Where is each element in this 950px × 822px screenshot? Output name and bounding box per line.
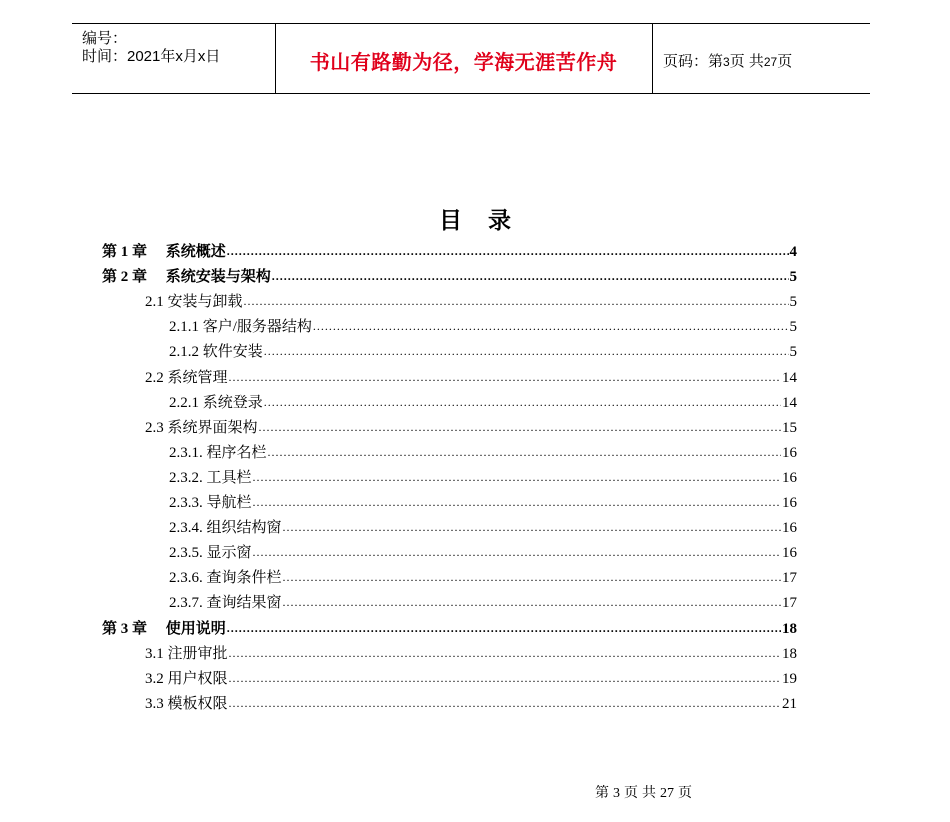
toc-leader-dots bbox=[283, 521, 781, 533]
toc-entry[interactable] bbox=[145, 692, 797, 717]
toc-leader-dots bbox=[227, 245, 789, 257]
toc-entry[interactable] bbox=[102, 617, 797, 642]
toc-entry[interactable] bbox=[169, 315, 797, 340]
toc-entry-page: 16 bbox=[782, 469, 797, 486]
toc-entry[interactable] bbox=[102, 265, 797, 290]
header-motto-cell bbox=[275, 24, 653, 93]
toc-entry[interactable] bbox=[102, 240, 797, 265]
toc-entry-page: 17 bbox=[782, 595, 797, 612]
toc-entry-label: 3.3 模板权限 bbox=[145, 695, 228, 712]
toc-leader-dots bbox=[227, 622, 781, 634]
toc-entry-page: 16 bbox=[782, 520, 797, 537]
toc-entry[interactable] bbox=[169, 466, 797, 491]
toc-entry-label: 3.1 注册审批 bbox=[145, 645, 228, 662]
toc-entry-label: 2.3.4. 组织结构窗 bbox=[169, 520, 282, 537]
page-header bbox=[72, 23, 870, 94]
toc-leader-dots bbox=[259, 421, 781, 433]
toc-entry-label: 2.2.1 系统登录 bbox=[169, 394, 263, 411]
document-number-label: 编号： bbox=[82, 30, 128, 47]
toc-entry[interactable] bbox=[169, 541, 797, 566]
header-page-cell bbox=[653, 24, 870, 93]
toc-entry-label: 2.3.6. 查询条件栏 bbox=[169, 570, 282, 587]
toc-entry-label: 2.3.3. 导航栏 bbox=[169, 495, 252, 511]
page-prefix: 页码：第 bbox=[663, 53, 724, 70]
toc-entry[interactable] bbox=[169, 391, 797, 416]
toc-entry-page: 16 bbox=[782, 545, 797, 562]
header-meta-cell bbox=[72, 24, 276, 93]
document-time-label: 时间：2021年x月x日 bbox=[82, 48, 221, 65]
toc-entry-page: 5 bbox=[789, 344, 797, 361]
toc-leader-dots bbox=[253, 471, 781, 483]
toc-entry-page: 14 bbox=[782, 369, 797, 386]
footer-word-4: 页 bbox=[678, 786, 692, 801]
toc-entry[interactable] bbox=[145, 290, 797, 315]
toc-entry[interactable] bbox=[169, 566, 797, 591]
page-footer bbox=[595, 782, 696, 802]
toc-entry-label: 2.1 安装与卸载 bbox=[145, 294, 243, 311]
toc-leader-dots bbox=[229, 371, 781, 383]
toc-leader-dots bbox=[229, 647, 781, 659]
toc-entry[interactable] bbox=[145, 416, 797, 441]
toc-entry[interactable] bbox=[169, 441, 797, 466]
toc-leader-dots bbox=[313, 320, 789, 332]
toc-leader-dots bbox=[268, 446, 781, 458]
toc-entry-label: 2.2 系统管理 bbox=[145, 369, 228, 386]
toc-entry-page: 21 bbox=[782, 695, 797, 712]
toc-entry[interactable] bbox=[169, 516, 797, 541]
footer-word-1: 第 bbox=[595, 786, 609, 801]
toc-leader-dots bbox=[283, 571, 781, 583]
toc-entry-label: 2.1.2 软件安装 bbox=[169, 344, 263, 361]
toc-entry-label: 2.3.5. 显示窗 bbox=[169, 545, 252, 562]
toc-title bbox=[0, 202, 950, 235]
toc-entry-page: 18 bbox=[782, 645, 797, 662]
toc-entry[interactable] bbox=[169, 491, 797, 516]
toc-leader-dots bbox=[264, 345, 789, 357]
toc-leader-dots bbox=[253, 546, 781, 558]
footer-total-pages: 27 bbox=[660, 786, 674, 801]
toc-leader-dots bbox=[283, 596, 781, 608]
toc-entry-page: 5 bbox=[789, 294, 797, 311]
header-motto: 书山有路勤为径，学海无涯苦作舟 bbox=[309, 50, 618, 74]
toc-leader-dots bbox=[253, 496, 781, 508]
footer-current-page: 3 bbox=[613, 786, 620, 801]
page-current: 3 bbox=[723, 55, 730, 69]
toc-entry-page: 17 bbox=[782, 570, 797, 587]
toc-entry-label: 3.2 用户权限 bbox=[145, 670, 228, 687]
toc-entry-label: 第 2 章 系统安装与架构 bbox=[102, 269, 271, 286]
footer-word-3: 共 bbox=[642, 786, 656, 801]
toc-entry-label: 2.3.7. 查询结果窗 bbox=[169, 595, 282, 612]
toc-entry[interactable] bbox=[145, 642, 797, 667]
toc-leader-dots bbox=[272, 270, 789, 282]
toc-entry-page: 5 bbox=[789, 319, 797, 336]
toc-entry-page: 14 bbox=[782, 394, 797, 411]
toc-entry-page: 18 bbox=[782, 620, 797, 637]
header-page-code bbox=[663, 50, 792, 71]
page-mid: 页 共 bbox=[729, 53, 764, 70]
toc-entry-page: 19 bbox=[782, 670, 797, 687]
page-total: 27 bbox=[763, 55, 778, 69]
toc-entry-label: 2.3.2. 工具栏 bbox=[169, 469, 252, 486]
toc-entry[interactable] bbox=[169, 591, 797, 616]
toc-entry-label: 2.3.1. 程序名栏 bbox=[169, 444, 267, 461]
toc-entry[interactable] bbox=[145, 667, 797, 692]
toc-entry-page: 15 bbox=[782, 419, 797, 436]
toc-entry-page: 5 bbox=[789, 269, 797, 286]
toc-entry-page: 4 bbox=[789, 244, 797, 260]
toc-entry-page: 16 bbox=[782, 444, 797, 461]
toc-leader-dots bbox=[244, 295, 789, 307]
toc-leader-dots bbox=[264, 396, 781, 408]
toc-entry-page: 16 bbox=[782, 495, 797, 511]
toc-entry[interactable] bbox=[169, 340, 797, 365]
toc-entry-label: 2.3 系统界面架构 bbox=[145, 419, 258, 436]
toc-leader-dots bbox=[229, 672, 781, 684]
toc-leader-dots bbox=[229, 697, 781, 709]
toc-entry-label: 2.1.1 客户/服务器结构 bbox=[169, 319, 312, 336]
toc-title-char-1: 目 bbox=[439, 208, 462, 234]
toc-entry-label: 第 1 章 系统概述 bbox=[102, 244, 226, 260]
toc-title-char-2: 录 bbox=[488, 208, 511, 234]
footer-word-2: 页 bbox=[624, 786, 638, 801]
page-suffix: 页 bbox=[777, 53, 793, 70]
toc-entry-label: 第 3 章 使用说明 bbox=[102, 620, 226, 637]
toc-entry[interactable] bbox=[145, 366, 797, 391]
